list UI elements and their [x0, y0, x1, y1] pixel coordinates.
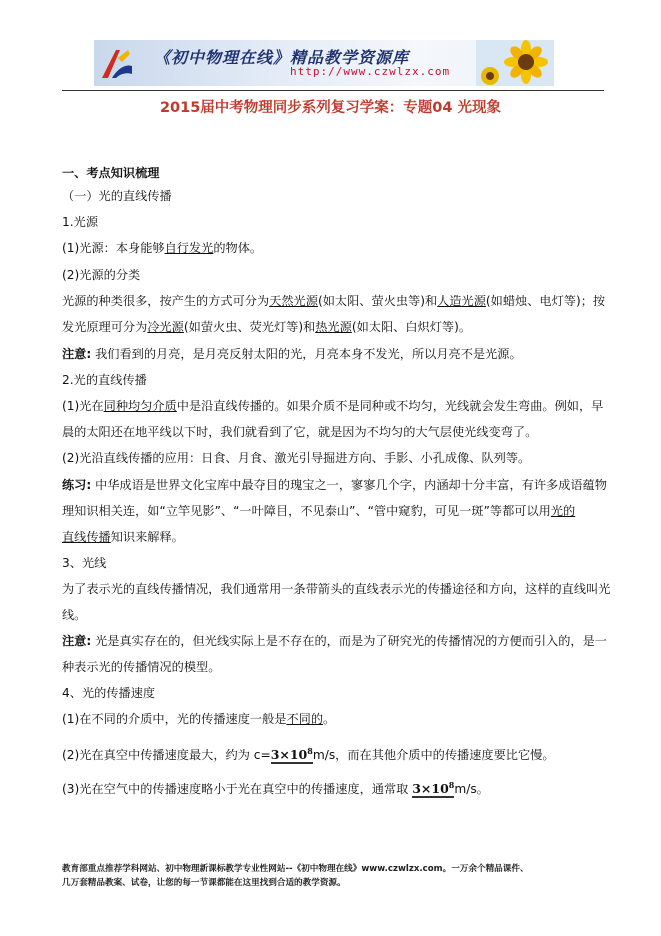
underlined-term: 光的: [550, 504, 576, 518]
underlined-term: 人造光源: [437, 294, 486, 308]
text-span: (如太阳、萤火虫等)和: [317, 294, 438, 308]
sunflower-icon: [476, 40, 554, 86]
topic-heading: 3、光线: [62, 556, 107, 570]
paragraph-line: [62, 292, 605, 310]
text-span: 中华成语是世界文化宝库中最夺目的瑰宝之一，寥寥几个字，内涵却十分丰富，有许多成语蕴物: [91, 478, 607, 492]
topic-heading: 4、光的传播速度: [62, 686, 156, 700]
text-span: 的物体。: [213, 241, 263, 255]
underlined-term: 自行发光: [164, 241, 214, 255]
paragraph-line: (2)光源的分类: [62, 268, 141, 282]
math-exponent: 8: [307, 746, 313, 756]
paragraph-line: 晨的太阳还在地平线以下时，我们就看到了它，就是因为不均匀的大气层使光线变弯了。: [62, 425, 538, 439]
paragraph-line: [62, 239, 262, 257]
text-span: (1)光在: [62, 399, 104, 413]
subsection-heading: （一）光的直线传播: [62, 189, 172, 203]
underlined-term: 热光源: [315, 320, 352, 334]
paragraph-line: [62, 776, 489, 798]
text-span: 知识来解释。: [110, 530, 184, 544]
underlined-term: 同种均匀介质: [103, 399, 177, 413]
paragraph-line: 为了表示光的直线传播情况，我们通常用一条带箭头的直线表示光的传播途径和方向，这样的直线叫光: [62, 582, 611, 596]
note-label: 注意:: [62, 347, 92, 361]
text-span: 理知识相关连，如“立竿见影”、“一叶障目，不见泰山”、“管中窥豹，可见一斑”等都可以用: [62, 504, 551, 518]
underlined-term: 天然光源: [269, 294, 318, 308]
text-span: 光源的种类很多，按产生的方式可分为: [62, 294, 270, 308]
paragraph-line: [62, 710, 335, 728]
text-span: (1)在不同的介质中，光的传播速度一般是: [62, 712, 287, 726]
document-title: 2015届中考物理同步系列复习学案：专题04 光现象: [159, 100, 502, 116]
text-span: 。: [323, 712, 336, 726]
topic-heading: 1.光源: [62, 215, 99, 229]
banner-title: 《初中物理在线》精品教学资源库: [154, 48, 410, 67]
text-span: 发光原理可分为: [62, 320, 148, 334]
text-span: (如蜡烛、电灯等)；按: [485, 294, 606, 308]
paragraph-line: 种表示光的传播情况的模型。: [62, 660, 221, 674]
header-banner: [94, 40, 554, 86]
exercise-line: [62, 476, 607, 494]
note-line: [62, 345, 522, 363]
paragraph-line: (2)光沿直线传播的应用：日食、月食、激光引导掘进方向、手影、小孔成像、队列等。: [62, 451, 531, 465]
paragraph-line: [62, 528, 184, 546]
paragraph-line: [62, 318, 471, 336]
math-base: 3×10: [270, 747, 308, 763]
paragraph-line: [62, 397, 603, 415]
speed-of-light-value: [271, 747, 313, 764]
footer-line: 几万套精品教案、试卷，让您的每一节课都能在这里找到合适的教学资源。: [62, 878, 346, 888]
speed-of-light-value: [412, 781, 454, 798]
text-span: (1)光源：本身能够: [62, 241, 165, 255]
math-exponent: 8: [448, 780, 455, 790]
paragraph-line: [62, 742, 555, 764]
text-span: (2)光在真空中传播速度最大，约为 c=: [62, 748, 271, 763]
banner-url: http://www.czwlzx.com: [290, 65, 451, 78]
note-label: 注意:: [62, 634, 92, 648]
text-span: 光是真实存在的，但光线实际上是不存在的，而是为了研究光的传播情况的方便而引入的，是一: [91, 634, 607, 648]
underlined-term: 不同的: [286, 712, 324, 726]
note-line: [62, 632, 607, 650]
text-span: (如太阳、白炽灯等)。: [351, 320, 472, 334]
paragraph-line: [62, 502, 575, 520]
text-span: 中是沿直线传播的。如果介质不是同种或不均匀，光线就会发生弯曲。例如，早: [176, 399, 604, 413]
text-span: m/s。: [454, 782, 489, 797]
underlined-term: 直线传播: [62, 530, 111, 544]
site-logo-icon: [98, 44, 136, 82]
text-span: 我们看到的月亮，是月亮反射太阳的光，月亮本身不发光，所以月亮不是光源。: [91, 347, 522, 361]
exercise-label: 练习:: [62, 478, 92, 492]
section-heading: 一、考点知识梳理: [62, 166, 160, 180]
page-footer: [62, 862, 602, 890]
footer-line: 教育部重点推荐学科网站、初中物理新课标教学专业性网站--《初中物理在线》www.czwlzx.com。一万余个精品课件、: [62, 864, 529, 874]
text-span: (3)光在空气中的传播速度略小于光在真空中的传播速度，通常取: [62, 782, 413, 797]
underlined-term: 冷光源: [147, 320, 184, 334]
paragraph-line: 线。: [62, 608, 87, 622]
text-span: (如萤火虫、荧光灯等)和: [183, 320, 316, 334]
topic-heading: 2.光的直线传播: [62, 373, 147, 387]
text-span: m/s，而在其他介质中的传播速度要比它慢。: [312, 748, 555, 763]
header-divider: [62, 90, 604, 91]
math-base: 3×10: [412, 781, 449, 797]
